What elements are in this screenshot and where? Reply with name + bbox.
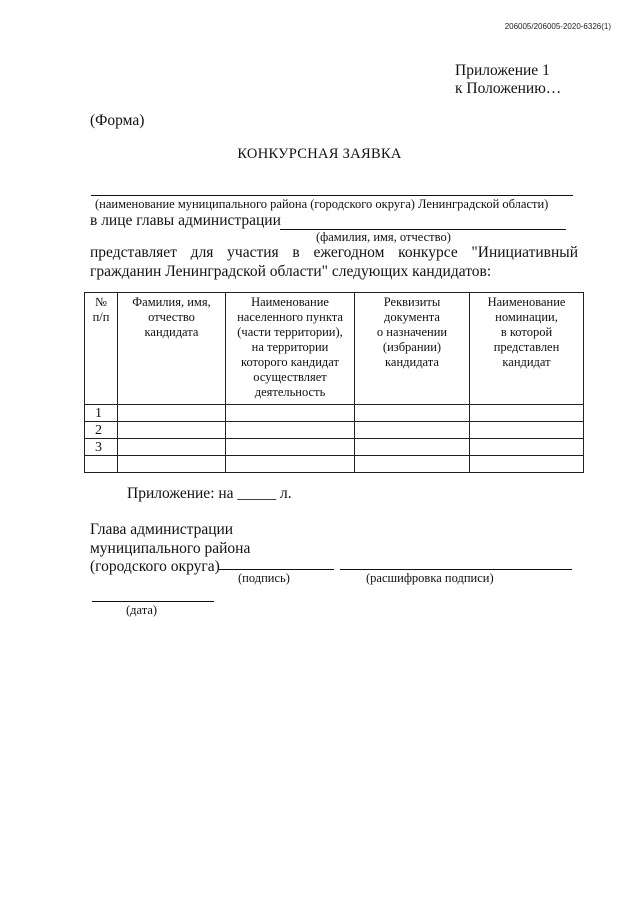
row-number: 3 bbox=[85, 439, 118, 456]
header-full-name: Фамилия, имя, отчество кандидата bbox=[118, 293, 226, 405]
date-caption: (дата) bbox=[126, 603, 158, 617]
municipality-caption: (наименование муниципального района (городского округа) Ленинградской области) bbox=[95, 197, 549, 211]
table-cell bbox=[226, 405, 355, 422]
row-number bbox=[85, 456, 118, 473]
table-cell bbox=[470, 422, 584, 439]
head-name-caption: (фамилия, имя, отчество) bbox=[316, 230, 451, 244]
signature-title-line-3: (городского округа) bbox=[90, 558, 220, 575]
table-header-row bbox=[85, 293, 584, 405]
table-row bbox=[85, 405, 584, 422]
intro-line-2: гражданин Ленинградской области" следующих кандидатов: bbox=[90, 263, 492, 280]
date-blank-line bbox=[92, 601, 214, 602]
header-nomination: Наименование номинации, в которой представлен кандидат bbox=[470, 293, 584, 405]
header-settlement: Наименование населенного пункта (части территории), на территории которого кандидат осуществляет деятельность bbox=[226, 293, 355, 405]
document-id: 206005/206005-2020-6326(1) bbox=[504, 22, 611, 31]
signature-decode-blank-line bbox=[340, 569, 572, 570]
attachment-line: Приложение: на _____ л. bbox=[127, 485, 292, 502]
table-cell bbox=[226, 422, 355, 439]
page-title: КОНКУРСНАЯ ЗАЯВКА bbox=[237, 146, 402, 162]
header-number: № п/п bbox=[85, 293, 118, 405]
header-document-details: Реквизиты документа о назначении (избрании) кандидата bbox=[355, 293, 470, 405]
table-cell bbox=[118, 456, 226, 473]
intro-paragraph bbox=[90, 243, 578, 281]
table-row bbox=[85, 422, 584, 439]
table-cell bbox=[355, 439, 470, 456]
signature-blank-line bbox=[219, 569, 334, 570]
table-cell bbox=[226, 456, 355, 473]
row-number: 1 bbox=[85, 405, 118, 422]
signature-decode-caption: (расшифровка подписи) bbox=[366, 571, 494, 585]
table-cell bbox=[226, 439, 355, 456]
intro-line-1: представляет для участия в ежегодном конкурсе "Инициативный bbox=[90, 244, 578, 261]
appendix-reference bbox=[455, 62, 561, 98]
table-cell bbox=[355, 456, 470, 473]
table-cell bbox=[470, 456, 584, 473]
form-label: (Форма) bbox=[90, 112, 145, 129]
signature-title-line-2: муниципального района bbox=[90, 539, 251, 557]
table-cell bbox=[118, 422, 226, 439]
row-number: 2 bbox=[85, 422, 118, 439]
table-cell bbox=[118, 405, 226, 422]
municipality-blank-line bbox=[91, 195, 573, 196]
table-cell bbox=[355, 422, 470, 439]
signature-caption: (подпись) bbox=[238, 571, 290, 585]
table-row bbox=[85, 456, 584, 473]
appendix-line-1: Приложение 1 bbox=[455, 62, 550, 79]
table-cell bbox=[470, 405, 584, 422]
appendix-line-2: к Положению… bbox=[455, 80, 562, 97]
table-cell bbox=[118, 439, 226, 456]
head-label: в лице главы администрации bbox=[90, 212, 281, 229]
table-cell bbox=[355, 405, 470, 422]
table-row bbox=[85, 439, 584, 456]
signature-title-line-1: Глава администрации bbox=[90, 521, 234, 538]
candidates-table bbox=[84, 292, 584, 473]
table-cell bbox=[470, 439, 584, 456]
